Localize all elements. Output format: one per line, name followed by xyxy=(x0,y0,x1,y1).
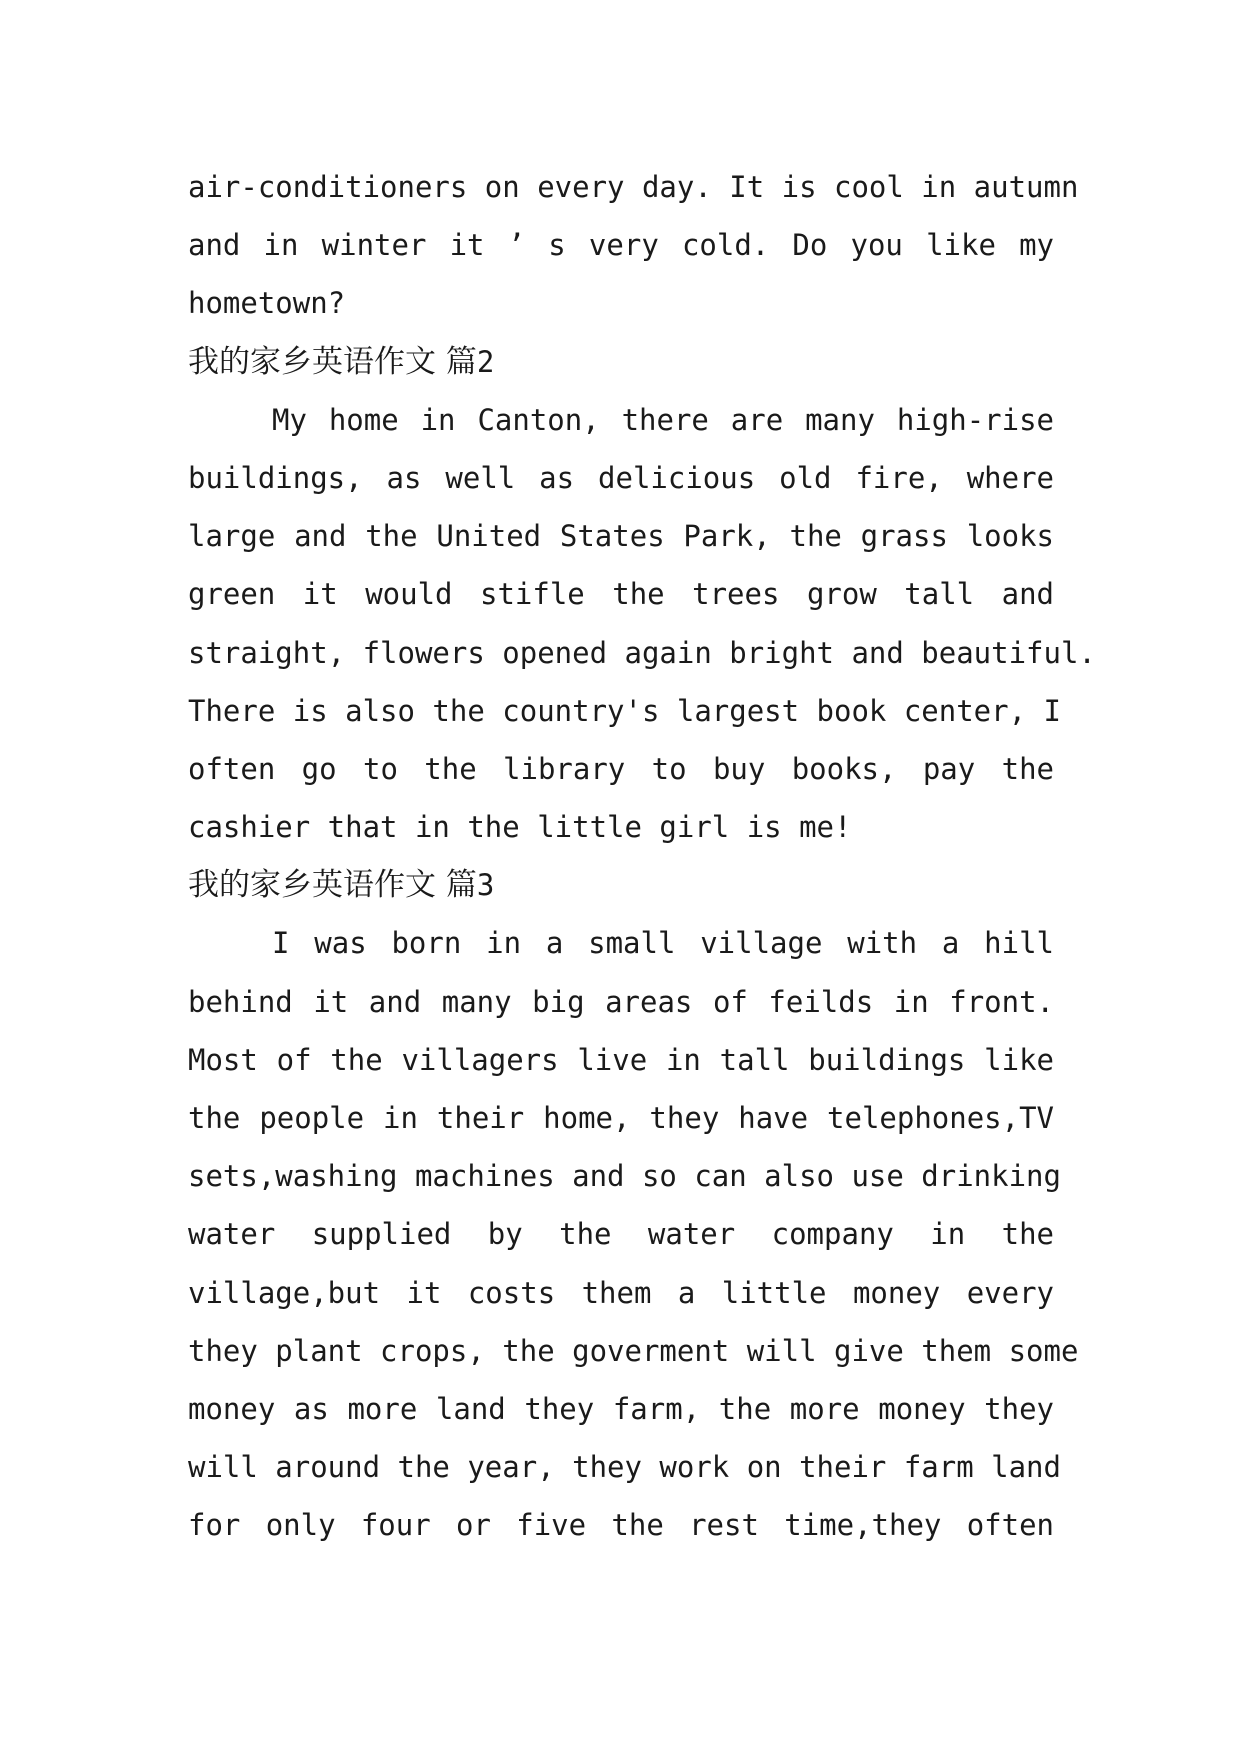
text-line: water supplied by the water company in the xyxy=(188,1217,1054,1252)
section-heading-number: 2 xyxy=(476,344,495,379)
section-heading xyxy=(188,333,1054,391)
text-line: There is also the country's largest book center, I xyxy=(188,693,1061,728)
text-line: air-conditioners on every day. It is cool in autumn xyxy=(188,170,1079,204)
text-line: money as more land they farm, the more money they xyxy=(188,1391,1054,1426)
text-line: hometown? xyxy=(188,286,346,321)
text-line: My home in Canton, there are many high-rise xyxy=(272,402,1054,437)
text-line: sets,washing machines and so can also use drinking xyxy=(188,1159,1061,1194)
text-line: large and the United States Park, the grass looks xyxy=(188,519,1054,554)
text-column xyxy=(188,158,1096,1555)
section-heading-title: 我的家乡英语作文 篇 xyxy=(188,867,477,904)
section-heading-number: 3 xyxy=(476,868,495,903)
text-line: Most of the villagers live in tall buildings like xyxy=(188,1042,1054,1077)
text-line: straight, flowers opened again bright and beautiful. xyxy=(188,635,1096,670)
text-line: they plant crops, the goverment will give them some xyxy=(188,1333,1079,1368)
section-heading xyxy=(188,856,1054,914)
text-line: behind it and many big areas of feilds in front. xyxy=(188,984,1054,1019)
text-line: buildings, as well as delicious old fire, where xyxy=(188,460,1054,495)
text-line: often go to the library to buy books, pay the xyxy=(188,751,1054,786)
text-line: village,but it costs them a little money every xyxy=(188,1275,1054,1310)
text-line: cashier that in the little girl is me! xyxy=(188,810,852,845)
section-heading-title: 我的家乡英语作文 篇 xyxy=(188,343,477,380)
text-line: for only four or five the rest time,they often xyxy=(188,1508,1054,1543)
text-line: the people in their home, they have telephones,TV xyxy=(188,1101,1054,1135)
text-line: will around the year, they work on their farm land xyxy=(188,1450,1061,1485)
text-line: green it would stifle the trees grow tall and xyxy=(188,577,1054,612)
text-line: and in winter it ’ s very cold. Do you like my xyxy=(188,228,1054,263)
text-line: I was born in a small village with a hill xyxy=(272,926,1054,961)
